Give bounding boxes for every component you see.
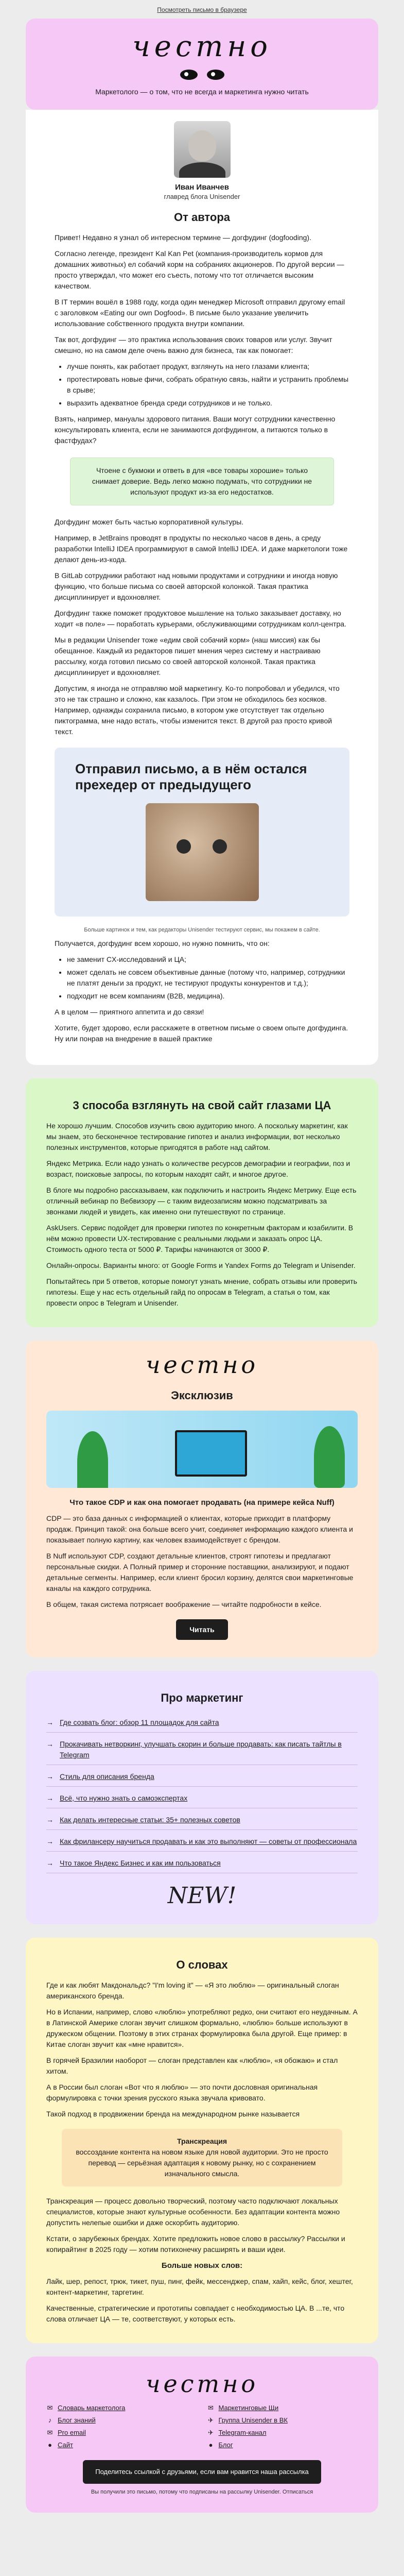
plant-icon — [77, 1431, 108, 1488]
email-footer — [26, 2357, 378, 2513]
footer-link-icon: ✉ — [47, 2428, 53, 2436]
new-words-list: Лайк, шер, репост, трюк, тикет, пуш, пинг, фейк, мессенджер, спам, хайп, кейс, блог, хештег, контент-маркетинг, таргетинг. — [46, 2277, 353, 2296]
quote-callout: Чтоене с букмоки и ответь в для «все товары хорошие» только снимает доверие. Ведь легко можно подумать, что сотрудники не используют продукт из-за его недостатков. — [70, 457, 334, 505]
cx-paragraph: Онлайн-опросы. Варианты много: от Google Forms и Yandex Forms до Telegram и Unisender. — [46, 1261, 356, 1269]
words-closing: Качественные, стратегические и прототипы совпадает с необходимостью ЦА. В ...те, что слова отличает ЦА — те, соответствуют, у которых есть. — [46, 2303, 345, 2323]
footer-link[interactable]: ♪ Блог знаний — [46, 2416, 197, 2425]
meme-illustration — [55, 748, 349, 917]
cx-paragraph: Не хорошо лучшим. Способов изучить свою аудиторию много. А поскольку маркетинг, как мы знаем, это бесконечное тестирование гипотез и анализ информации, вот несколько полезных инструментов, которые пригодятся в работе над сайтом. — [46, 1121, 348, 1151]
footer-link[interactable]: ✈ Telegram-канал — [208, 2428, 267, 2437]
cx-paragraph: Яндекс Метрика. Если надо узнать о количестве ресурсов демографии и географии, поз и возраст, поисковые запросы, по которым находят сайт, и многое другое. — [46, 1159, 350, 1178]
right-eye-icon — [207, 70, 224, 80]
marketing-link[interactable]: → Всё, что нужно знать о самоэкспертах — [46, 1789, 358, 1808]
read-case-button[interactable]: Читать — [176, 1619, 228, 1640]
benefits-list — [67, 361, 349, 409]
exclusive-heading: Что такое CDP и как она помогает продавать (на примере кейса Nuff) — [69, 1498, 335, 1507]
footer-logo: честно — [145, 2369, 259, 2398]
left-eye-icon — [180, 70, 198, 80]
intro-paragraph: В IT термин вошёл в 1988 году, когда один менеджер Microsoft отправил другому email с заголовком «Eating our own Dogfood». В письме было указание увеличить использование собственного продукта внутри компании. — [55, 297, 345, 328]
eyes-illustration — [36, 70, 368, 80]
body-paragraph: Догфудинг может быть частью корпоративной культуры. — [55, 517, 244, 526]
footer-link[interactable]: ✈ Группа Unisender в ВК — [208, 2416, 288, 2425]
marketing-link[interactable]: → Прокачивать нетворкинг, улучшать скорин и больше продавать: как писать тайтлы в Telegram — [46, 1735, 358, 1765]
exclusive-paragraph: В Nuff используют CDP, создают детальные клиентов, строят гипотезы и предлагают персональные скидки. А Полный пример и сторонние поставщики, анализируют, и подают детальные сегменты. Например, если клиент бросил корзину, делятся свои маркетинговые каналы на каждого сотрудника. — [46, 1551, 354, 1592]
intro-paragraph: Взять, например, мануалы здорового питания. Ваши могут сотрудники качественно консультировать клиента, если не занимаются догфудингом, а питаются только в фастфудах? — [55, 414, 336, 445]
unsubscribe-note[interactable]: Вы получили это письмо, потому что подписаны на рассылку Unisender. Отписаться — [91, 2489, 313, 2496]
words-paragraph: Но в Испании, например, слово «люблю» употребляют редко, они считают его неудачным. А в Латинской Америке слоган звучит слишком формально, «люблю» больше используют в дружеском общении. Поэтому в этих странах формулировка была другой. Еще пример: в Китае слоган звучит как «мне нравится». — [46, 2007, 358, 2048]
footer-link[interactable]: ● Блог — [207, 2441, 358, 2449]
exclusive-section — [26, 1341, 378, 1657]
newsletter-logo: честно — [132, 30, 272, 63]
footer-link[interactable]: ✉ Маркетинговые Щи — [208, 2403, 279, 2412]
exclusive-paragraph: CDP — это база данных с информацией о клиентах, которые приходит в платформу продаж. Принцип такой: она больше всего учит, соединяет информацию каждого клиента и показывает полную картину, как человек взаимодействует с брендом. — [46, 1514, 353, 1544]
footer-link-icon: ♪ — [48, 2416, 52, 2425]
footer-link[interactable]: ● Сайт — [46, 2441, 197, 2449]
marketing-link[interactable]: → Где созвать блог: обзор 11 площадок для сайта — [46, 1713, 358, 1733]
author-name: Иван Иванчев — [175, 182, 229, 192]
share-button[interactable]: Поделитесь ссылкой с друзьями, если вам нравится наша рассылка — [83, 2460, 321, 2484]
words-paragraph: Где и как любят Макдональдс? "I'm loving it" — «Я это люблю» — оригинальный слоган американского бренда. — [46, 1980, 339, 2000]
body-paragraph: Например, в JetBrains проводят в продукты по несколько часов в день, а среду разработки IntelliJ IDEA программируют в самой IntelliJ IDEA. И даже маркетологи тоже делают день-из-кода. — [55, 533, 348, 564]
list-item: • может сделать не совсем объективные данные (потому что, например, сотрудники не платят деньги за продукт, не тестируют продукты конкурентов и т.д.); — [67, 967, 349, 989]
board-icon — [175, 1430, 247, 1477]
author-role: главред блога Unisender — [164, 192, 240, 200]
new-label: NEW! — [167, 1882, 237, 1909]
author-heading: От автора — [173, 210, 231, 224]
exclusive-label: Эксклюзив — [171, 1388, 233, 1402]
words-section — [26, 1938, 378, 2343]
intro-paragraph: Так вот, догфудинг — это практика использования своих товаров или услуг. Звучит смешно, но на самом деле очень важно для бизнеса, так как помогает: — [55, 335, 332, 354]
cx-heading: 3 способа взглянуть на свой сайт глазами ЦА — [73, 1098, 331, 1112]
footer-link-icon: ✉ — [47, 2403, 53, 2412]
marketing-heading: Про маркетинг — [161, 1691, 243, 1704]
exclusive-paragraph: В общем, такая система потрясает воображение — читайте подробности в кейсе. — [46, 1600, 322, 1608]
view-in-browser-link[interactable]: Посмотреть письмо в браузере — [157, 6, 247, 13]
words-paragraph: В горячей Бразилии наоборот — слоган представлен как «люблю», «я обожаю» и стал хитом. — [46, 2056, 338, 2075]
footer-link-icon: ✈ — [208, 2428, 214, 2436]
footer-link-icon: ✈ — [208, 2416, 214, 2424]
list-item: • не заменит CX-исследований и ЦА; — [67, 954, 349, 965]
definition-title: Транскреация — [177, 2137, 227, 2145]
words-paragraph: Транскреация — процесс довольно творческий, поэтому часто подключают локальных специалистов, которые знают культурные особенности. Без адаптации контента можно допустить нелепые ошибки и даже оскорбить аудиторию. — [46, 2196, 340, 2227]
author-section — [26, 110, 378, 1065]
cx-paragraph: Попытайтесь при 5 ответов, которые помогут узнать мнение, собрать отзывы или проверить гипотезы. Еще у нас есть отдельный гайд по опросам в Telegram, а статья о том, как провести опрос в Telegram и Unisender. — [46, 1277, 357, 1307]
body-paragraph: Хотите, будет здорово, если расскажете в ответном письме о своем опыте догфудинга. Ну или понрав на внедрение в вашей практике — [55, 1023, 348, 1043]
footer-link[interactable]: ✉ Pro email — [47, 2428, 86, 2437]
list-item: • подходит не всем компаниям (B2B, медицина). — [67, 991, 349, 1002]
meme-title: Отправил письмо, а в нём остался прехедер от предыдущего — [75, 760, 307, 792]
words-paragraph: Кстати, о зарубежных брендах. Хотите предложить новое слово в рассылку? Рассылки и копирайтинг в 2025 году — хотим потихонечку расширять и ваши идеи. — [46, 2234, 345, 2253]
footer-link-icon: ● — [208, 2441, 213, 2449]
marketing-link[interactable]: → Что такое Яндекс Бизнес и как им пользоваться — [46, 1854, 358, 1873]
section-logo: честно — [145, 1350, 259, 1379]
list-item: • лучше понять, как работает продукт, взглянуть на него глазами клиента; — [67, 361, 349, 372]
body-paragraph: Допустим, я иногда не отправляю мой маркетингу. Ко-то попробовал и убедился, что это не так страшно и сложно, как казалось. При этом не обходилось без косяков. Например, однажды сохранила письмо, в котором уже отсутствует так отдельно пиктограмма, мне надо встать, чтобы изменится текст. В другой раз просто кривой текст. — [55, 684, 340, 736]
cx-section — [26, 1078, 378, 1327]
intro-paragraph: Согласно легенде, президент Kal Kan Pet (компания-производитель кормов для домашних животных) ел собачий корм на собраниях акционеров. По другой версии — просто утверждал, что может его съесть, потому что тот отличается высоким качеством. — [55, 249, 344, 290]
intro-paragraph: Привет! Недавно я узнал об интересном термине — догфудинг (dogfooding). — [55, 233, 311, 242]
plant-icon — [314, 1426, 345, 1488]
list-item: • протестировать новые фичи, собрать обратную связь, найти и устранить проблемы в срыве; — [67, 374, 349, 396]
footer-links — [46, 2404, 358, 2449]
words-paragraph: А в России был слоган «Вот что я люблю» — это почти дословная оригинальная формулировка с точки зрения русского языка звучала кривовато. — [46, 2082, 318, 2102]
words-heading: О словах — [176, 1958, 228, 1971]
body-paragraph: Мы в редакции Unisender тоже «едим свой собачий корм» (наш миссия) как бы обещанное. Каждый из редакторов пишет мнения через систему и настраиваю рассылку, когда готовил письмо со своей авторской колонкой. Такая практика дисциплинирует и вдохновляет. — [55, 635, 321, 676]
definition-box — [62, 2129, 342, 2187]
cx-paragraph: В блоге мы подробно рассказываем, как подключить и настроить Яндекс Метрику. Еще есть отличный вебинар по Вебвизору — с таким видеозаписям можно подсматривать за звонками людей и увидеть, как именно они путешествуют по странице. — [46, 1185, 357, 1216]
marketing-section — [26, 1671, 378, 1924]
new-words-label: Больше новых слов: — [161, 2261, 243, 2270]
newsletter-tagline: Маркетолого — о том, что не всегда и маркетинга нужно читать — [95, 88, 309, 96]
author-avatar — [174, 121, 231, 178]
cx-paragraph: AskUsers. Сервис подойдет для проверки гипотез по конкретным факторам и юзабилити. В нём можно провести UX-тестирование с реальными людьми и заказать опрос ЦА. Стоимость одного теста от 5000 ₽. Тарифы начинаются от 3000 ₽. — [46, 1223, 354, 1253]
meme-caption: Больше картинок и тем, как редакторы Unisender тестируют сервис, мы покажем в сайте. — [84, 926, 320, 933]
footer-link-icon: ● — [48, 2441, 52, 2449]
marketing-links — [46, 1713, 358, 1873]
body-paragraph: Получается, догфудинг всем хорошо, но нужно помнить, что он: — [55, 939, 270, 947]
marketing-link[interactable]: → Как фрилансеру научиться продавать и как это выполняют — советы от профессионала — [46, 1832, 358, 1852]
body-paragraph: В GitLab сотрудники работают над новыми продуктами и сотрудники и иногда новую функцию, что больше письма со своей авторской колонкой. Такая практика дисциплинирует и вдохновляет. — [55, 571, 338, 601]
marketing-link[interactable]: → Стиль для описания бренда — [46, 1767, 358, 1787]
email-header — [26, 19, 378, 110]
cat-image — [146, 803, 259, 901]
dogfooding-limits-list — [67, 954, 349, 1002]
words-paragraph: Такой подход в продвижении бренда на международном рынке называется — [46, 2109, 300, 2118]
exclusive-banner — [46, 1411, 358, 1488]
body-paragraph: Догфудинг также поможет продуктовое мышление на только заказывает доставку, но ходит «в поле» — поработать курьерами, обслуживающими сотрудникам колл-центра. — [55, 608, 346, 628]
body-paragraph: А в целом — приятного аппетита и до связи! — [55, 1007, 204, 1016]
marketing-link[interactable]: → Как делать интересные статьи: 35+ полезных советов — [46, 1810, 358, 1830]
list-item: • выразить адекватное бренда среди сотрудников и не только. — [67, 398, 349, 409]
footer-link-icon: ✉ — [208, 2403, 214, 2412]
definition-text: воссоздание контента на новом языке для новой аудитории. Это не просто перевод — серьёзная адаптация к новому рынку, но с сохранением изначального смысла. — [76, 2147, 328, 2178]
footer-link[interactable]: ✉ Словарь маркетолога — [47, 2403, 126, 2412]
